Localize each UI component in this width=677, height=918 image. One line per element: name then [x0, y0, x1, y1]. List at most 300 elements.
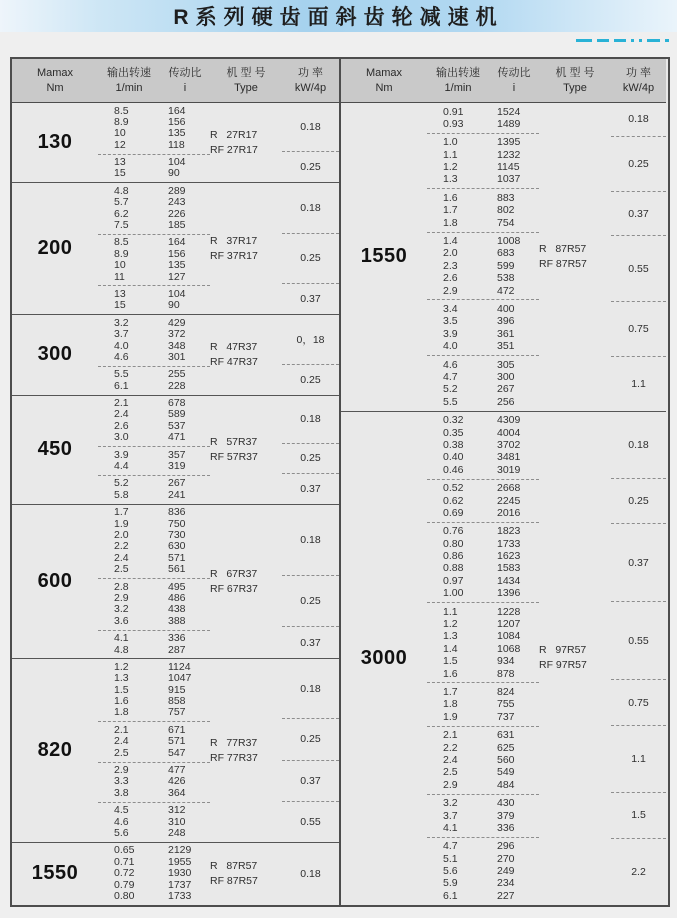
- power-value: 2.2: [631, 865, 646, 878]
- data-row: [427, 865, 539, 877]
- ratio-group: [98, 659, 210, 722]
- data-row: [98, 197, 210, 208]
- power-column: [611, 103, 666, 411]
- power-value: 1.1: [611, 726, 666, 793]
- speed-cell: 1.2: [443, 618, 458, 631]
- data-row: [427, 451, 539, 463]
- ratio-cell: 348: [168, 339, 186, 352]
- ratio-cell: 2245: [497, 494, 521, 507]
- ratio-cell: 1737: [168, 878, 192, 891]
- ratio-cell: 289: [168, 184, 186, 197]
- speed-cell: 1.3: [443, 173, 458, 186]
- ratio-cell: 824: [497, 685, 515, 698]
- ratio-cell: 757: [168, 706, 186, 719]
- speed-cell: 1.5: [114, 683, 129, 696]
- ratio-cell: 560: [497, 753, 515, 766]
- ratio-group: [427, 480, 539, 523]
- speed-cell: 1.8: [443, 698, 458, 711]
- ratio-cell: 2016: [497, 506, 521, 519]
- data-row: [427, 482, 539, 494]
- header-mamax: Mamax Nm: [36, 67, 74, 94]
- data-row: [427, 149, 539, 161]
- ratio-cell: 336: [497, 821, 515, 834]
- ratio-group: [98, 183, 210, 235]
- data-row: [98, 329, 210, 340]
- data-row: [427, 550, 539, 562]
- type-label: R 47R37: [210, 340, 258, 353]
- power-value: 0.37: [611, 192, 666, 236]
- header-output-speed: 输出转速 1/min: [436, 67, 480, 94]
- mamax-value: 200: [37, 237, 73, 260]
- speed-cell: 6.1: [443, 889, 458, 902]
- data-row: [427, 414, 539, 426]
- ratio-cell: 336: [168, 632, 186, 645]
- speed-cell: 4.0: [114, 339, 129, 352]
- speed-cell: 4.7: [443, 840, 458, 853]
- data-row: [427, 439, 539, 451]
- ratio-cell: 561: [168, 563, 186, 576]
- speed-ratio-column: [98, 659, 210, 841]
- speed-cell: 2.6: [443, 272, 458, 285]
- power-value: 0.25: [282, 234, 339, 284]
- data-row: [427, 495, 539, 507]
- ratio-group: [98, 235, 210, 287]
- speed-cell: 1.6: [114, 695, 129, 708]
- ratio-cell: 737: [497, 710, 515, 723]
- speed-cell: 5.8: [114, 488, 129, 501]
- data-row: [98, 369, 210, 380]
- speed-ratio-column: [98, 315, 210, 394]
- speed-cell: 2.1: [443, 729, 458, 742]
- ratio-group: [427, 233, 539, 301]
- data-row: [427, 686, 539, 698]
- speed-cell: 3.7: [443, 809, 458, 822]
- speed-ratio-column: [98, 183, 210, 314]
- data-row: [427, 525, 539, 537]
- power-value: 0.37: [300, 482, 321, 495]
- mamax-section: [12, 182, 339, 314]
- data-row: [427, 890, 539, 902]
- speed-cell: 3.3: [114, 775, 129, 788]
- speed-cell: 4.7: [443, 370, 458, 383]
- ratio-group: [427, 103, 539, 134]
- data-row: [98, 736, 210, 747]
- ratio-group: [98, 505, 210, 579]
- left-table: [12, 59, 339, 905]
- data-row: [98, 140, 210, 151]
- power-value: 0.55: [611, 236, 666, 301]
- speed-cell: 0.91: [443, 105, 464, 118]
- data-row: [427, 643, 539, 655]
- ratio-cell: 1489: [497, 117, 521, 130]
- ratio-group: [427, 838, 539, 905]
- data-row: [98, 272, 210, 283]
- speed-cell: 1.9: [443, 710, 458, 723]
- ratio-cell: 357: [168, 448, 186, 461]
- right-table-header: [341, 59, 666, 103]
- type-label: R 27R17: [210, 128, 258, 141]
- ratio-cell: 915: [168, 683, 186, 696]
- power-value: 0.37: [300, 636, 321, 649]
- data-row: [427, 161, 539, 173]
- power-value: 0.25: [300, 161, 321, 174]
- ratio-cell: 241: [168, 488, 186, 501]
- power-value: 1.1: [631, 377, 646, 390]
- data-row: [98, 564, 210, 575]
- ratio-cell: 270: [497, 852, 515, 865]
- data-row: [427, 840, 539, 852]
- ratio-cell: 547: [168, 746, 186, 759]
- ratio-cell: 1232: [497, 148, 521, 161]
- header-type: 机 型 号 Type: [555, 67, 595, 94]
- type-label: RF 57R37: [210, 450, 258, 463]
- mamax-section: [12, 658, 339, 841]
- speed-cell: 0.76: [443, 525, 464, 538]
- ratio-group: [427, 300, 539, 356]
- data-row: [427, 464, 539, 476]
- data-row: [427, 575, 539, 587]
- ratio-cell: 227: [497, 889, 515, 902]
- ratio-cell: 243: [168, 196, 186, 209]
- ratio-cell: 429: [168, 316, 186, 329]
- speed-cell: 5.9: [443, 877, 458, 890]
- data-row: [427, 315, 539, 327]
- data-row: [427, 754, 539, 766]
- power-value: 0.25: [282, 576, 339, 628]
- ratio-cell: 631: [497, 729, 515, 742]
- ratio-cell: 300: [497, 370, 515, 383]
- data-row: [98, 461, 210, 472]
- header-mamax: Mamax Nm: [365, 67, 403, 94]
- ratio-cell: 104: [168, 156, 186, 169]
- speed-cell: 3.2: [443, 797, 458, 810]
- ratio-cell: 472: [497, 284, 515, 297]
- speed-cell: 4.0: [443, 340, 458, 353]
- speed-cell: 4.8: [114, 643, 129, 656]
- ratio-cell: 589: [168, 408, 186, 421]
- data-row: [98, 490, 210, 501]
- ratio-cell: 1733: [497, 537, 521, 550]
- power-value: 0.75: [611, 302, 666, 357]
- type-label: RF 37R17: [210, 249, 258, 262]
- mamax-section: [12, 842, 339, 905]
- left-table-header: [12, 59, 339, 103]
- power-value: 0.55: [300, 815, 321, 828]
- ratio-group: [98, 631, 210, 659]
- speed-cell: 2.4: [114, 735, 129, 748]
- mamax-section: [341, 103, 666, 411]
- power-value: 0.25: [282, 444, 339, 475]
- power-value: 0.37: [282, 761, 339, 802]
- power-column: [282, 505, 339, 659]
- speed-cell: 3.0: [114, 431, 129, 444]
- data-row: [427, 328, 539, 340]
- power-value: 0.18: [282, 396, 339, 444]
- mamax-value: 1550: [31, 862, 79, 885]
- ratio-cell: 135: [168, 259, 186, 272]
- ratio-group: [98, 579, 210, 631]
- data-row: [427, 729, 539, 741]
- ratio-cell: 1583: [497, 562, 521, 575]
- mamax-value: 1550: [360, 245, 408, 268]
- ratio-cell: 1434: [497, 574, 521, 587]
- type-label: RF 87R57: [210, 874, 258, 887]
- header-ratio: 传动比 i: [168, 67, 202, 94]
- speed-cell: 0.52: [443, 482, 464, 495]
- data-row: [98, 260, 210, 271]
- speed-cell: 2.5: [114, 563, 129, 576]
- type-label: R 57R37: [210, 435, 258, 448]
- ratio-cell: 3702: [497, 438, 521, 451]
- type-column: [210, 843, 282, 905]
- mamax-value: 3000: [360, 646, 408, 669]
- data-row: [98, 673, 210, 684]
- speed-cell: 0.65: [114, 844, 135, 857]
- speed-cell: 4.1: [443, 821, 458, 834]
- data-row: [98, 748, 210, 759]
- speed-cell: 1.1: [443, 605, 458, 618]
- ratio-cell: 3481: [497, 451, 521, 464]
- ratio-cell: 477: [168, 764, 186, 777]
- speed-cell: 0.46: [443, 463, 464, 476]
- mamax-value: 450: [37, 438, 73, 461]
- data-row: [98, 633, 210, 644]
- speed-cell: 0.69: [443, 506, 464, 519]
- ratio-cell: 249: [497, 865, 515, 878]
- type-label: RF 47R37: [210, 355, 258, 368]
- speed-cell: 1.7: [443, 204, 458, 217]
- mamax-value: 300: [37, 343, 73, 366]
- header-power: 功 率 kW/4p: [622, 67, 655, 94]
- data-row: [98, 352, 210, 363]
- data-row: [98, 168, 210, 179]
- ratio-cell: 671: [168, 723, 186, 736]
- ratio-cell: 248: [168, 826, 186, 839]
- ratio-cell: 1623: [497, 550, 521, 563]
- type-label: R 87R57: [210, 859, 258, 872]
- ratio-cell: 1145: [497, 161, 520, 174]
- mamax-section: [341, 411, 666, 905]
- ratio-cell: 226: [168, 207, 186, 220]
- speed-cell: 4.1: [114, 632, 129, 645]
- speed-ratio-column: [98, 505, 210, 659]
- ratio-cell: 372: [168, 328, 186, 341]
- speed-cell: 4.6: [114, 815, 129, 828]
- ratio-cell: 301: [168, 350, 186, 363]
- type-column: [210, 396, 282, 504]
- speed-cell: 3.6: [114, 614, 129, 627]
- speed-cell: 10: [114, 259, 126, 272]
- data-row: [427, 877, 539, 889]
- ratio-group: [98, 476, 210, 504]
- ratio-cell: 438: [168, 603, 186, 616]
- ratio-group: [98, 763, 210, 803]
- ratio-cell: 2668: [497, 482, 521, 495]
- data-row: [427, 618, 539, 630]
- data-row: [98, 805, 210, 816]
- speed-cell: 4.8: [114, 184, 129, 197]
- data-row: [427, 853, 539, 865]
- data-row: [98, 707, 210, 718]
- header-type: 机 型 号 Type: [226, 67, 266, 94]
- power-column: [282, 843, 339, 905]
- header-ratio: 传动比 i: [497, 67, 531, 94]
- power-value: 0.25: [611, 479, 666, 525]
- speed-cell: 1.8: [443, 216, 458, 229]
- speed-ratio-column: [427, 103, 539, 411]
- ratio-cell: 755: [497, 698, 515, 711]
- type-column: [539, 103, 611, 411]
- ratio-group: [98, 396, 210, 448]
- ratio-cell: 351: [497, 340, 515, 353]
- ratio-cell: 287: [168, 643, 186, 656]
- data-row: [427, 303, 539, 315]
- power-value: 0，18: [282, 315, 339, 365]
- speed-ratio-column: [427, 412, 539, 905]
- data-row: [98, 128, 210, 139]
- data-row: [427, 507, 539, 519]
- data-row: [427, 711, 539, 723]
- ratio-cell: 1008: [497, 235, 521, 248]
- speed-cell: 2.4: [114, 551, 129, 564]
- data-row: [427, 587, 539, 599]
- data-row: [427, 383, 539, 395]
- ratio-cell: 683: [497, 247, 515, 260]
- speed-cell: 2.9: [114, 764, 129, 777]
- data-row: [98, 616, 210, 627]
- ratio-cell: 305: [497, 358, 515, 371]
- speed-cell: 8.5: [114, 104, 129, 117]
- power-value: 1.5: [611, 793, 666, 839]
- power-value: 0.18: [611, 412, 666, 479]
- ratio-cell: 135: [168, 127, 186, 140]
- ratio-cell: 118: [168, 138, 185, 151]
- speed-cell: 15: [114, 299, 126, 312]
- power-value: 0.25: [282, 719, 339, 760]
- speed-cell: 4.4: [114, 460, 129, 473]
- data-row: [427, 630, 539, 642]
- speed-cell: 1.6: [443, 667, 458, 680]
- data-row: [427, 272, 539, 284]
- ratio-group: [427, 603, 539, 683]
- power-column: [282, 315, 339, 394]
- ratio-cell: 630: [168, 540, 186, 553]
- speed-cell: 1.2: [443, 161, 458, 174]
- power-value: 0.55: [611, 602, 666, 680]
- right-table-body: [341, 103, 666, 905]
- title-banner: [0, 0, 677, 32]
- mamax-value: 600: [37, 570, 73, 593]
- speed-cell: 4.5: [114, 804, 129, 817]
- speed-cell: 0.40: [443, 451, 464, 464]
- data-row: [427, 562, 539, 574]
- type-column: [539, 412, 611, 905]
- ratio-group: [427, 523, 539, 603]
- speed-cell: 2.9: [443, 284, 458, 297]
- power-value: 0.18: [300, 867, 321, 880]
- data-row: [427, 668, 539, 680]
- data-row: [98, 432, 210, 443]
- speed-cell: 0.86: [443, 550, 464, 563]
- data-row: [427, 655, 539, 667]
- speed-cell: 2.1: [114, 397, 129, 410]
- data-row: [98, 891, 210, 902]
- speed-cell: 1.2: [114, 660, 129, 673]
- speed-cell: 10: [114, 127, 126, 140]
- speed-cell: 11: [114, 270, 125, 283]
- type-column: [210, 315, 282, 394]
- ratio-group: [427, 795, 539, 838]
- data-row: [427, 217, 539, 229]
- ratio-cell: 549: [497, 766, 515, 779]
- header-output-speed: 输出转速 1/min: [107, 67, 151, 94]
- speed-cell: 2.0: [443, 247, 458, 260]
- ratio-cell: 430: [497, 797, 515, 810]
- data-row: [98, 788, 210, 799]
- ratio-cell: 537: [168, 419, 186, 432]
- speed-cell: 8.9: [114, 247, 129, 260]
- speed-cell: 8.9: [114, 115, 129, 128]
- speed-cell: 0.80: [443, 537, 464, 550]
- type-label: R 77R37: [210, 736, 258, 749]
- ratio-cell: 228: [168, 379, 186, 392]
- ratio-group: [427, 189, 539, 232]
- power-column: [611, 412, 666, 905]
- speed-cell: 4.6: [443, 358, 458, 371]
- ratio-group: [427, 356, 539, 411]
- speed-cell: 0.88: [443, 562, 464, 575]
- data-row: [98, 868, 210, 879]
- ratio-group: [427, 134, 539, 190]
- ratio-cell: 1037: [497, 173, 521, 186]
- data-row: [427, 106, 539, 118]
- speed-cell: 1.1: [443, 148, 458, 161]
- ratio-cell: 883: [497, 191, 515, 204]
- speed-ratio-column: [98, 843, 210, 905]
- data-row: [98, 381, 210, 392]
- dashed-decoration: [576, 39, 669, 42]
- spec-tables: [10, 57, 670, 907]
- speed-cell: 3.8: [114, 786, 129, 799]
- power-value: 0.18: [282, 103, 339, 152]
- speed-cell: 7.5: [114, 219, 129, 232]
- speed-cell: 1.0: [443, 136, 458, 149]
- data-row: [427, 340, 539, 352]
- ratio-cell: 256: [497, 395, 515, 408]
- speed-cell: 2.2: [443, 741, 458, 754]
- type-column: [210, 505, 282, 659]
- speed-cell: 2.5: [114, 746, 129, 759]
- ratio-cell: 156: [168, 247, 186, 260]
- speed-cell: 5.5: [114, 368, 129, 381]
- speed-cell: 1.3: [443, 630, 458, 643]
- speed-cell: 0.62: [443, 494, 464, 507]
- ratio-group: [98, 315, 210, 367]
- ratio-group: [427, 412, 539, 480]
- data-row: [427, 359, 539, 371]
- ratio-cell: 255: [168, 368, 186, 381]
- ratio-cell: 750: [168, 517, 186, 530]
- data-row: [427, 797, 539, 809]
- speed-cell: 2.3: [443, 259, 458, 272]
- speed-cell: 0.79: [114, 878, 135, 891]
- speed-cell: 2.0: [114, 529, 129, 541]
- ratio-cell: 4309: [497, 414, 521, 427]
- speed-cell: 0.71: [114, 855, 135, 868]
- speed-cell: 6.2: [114, 207, 129, 220]
- speed-cell: 1.9: [114, 517, 129, 530]
- ratio-cell: 1395: [497, 136, 521, 149]
